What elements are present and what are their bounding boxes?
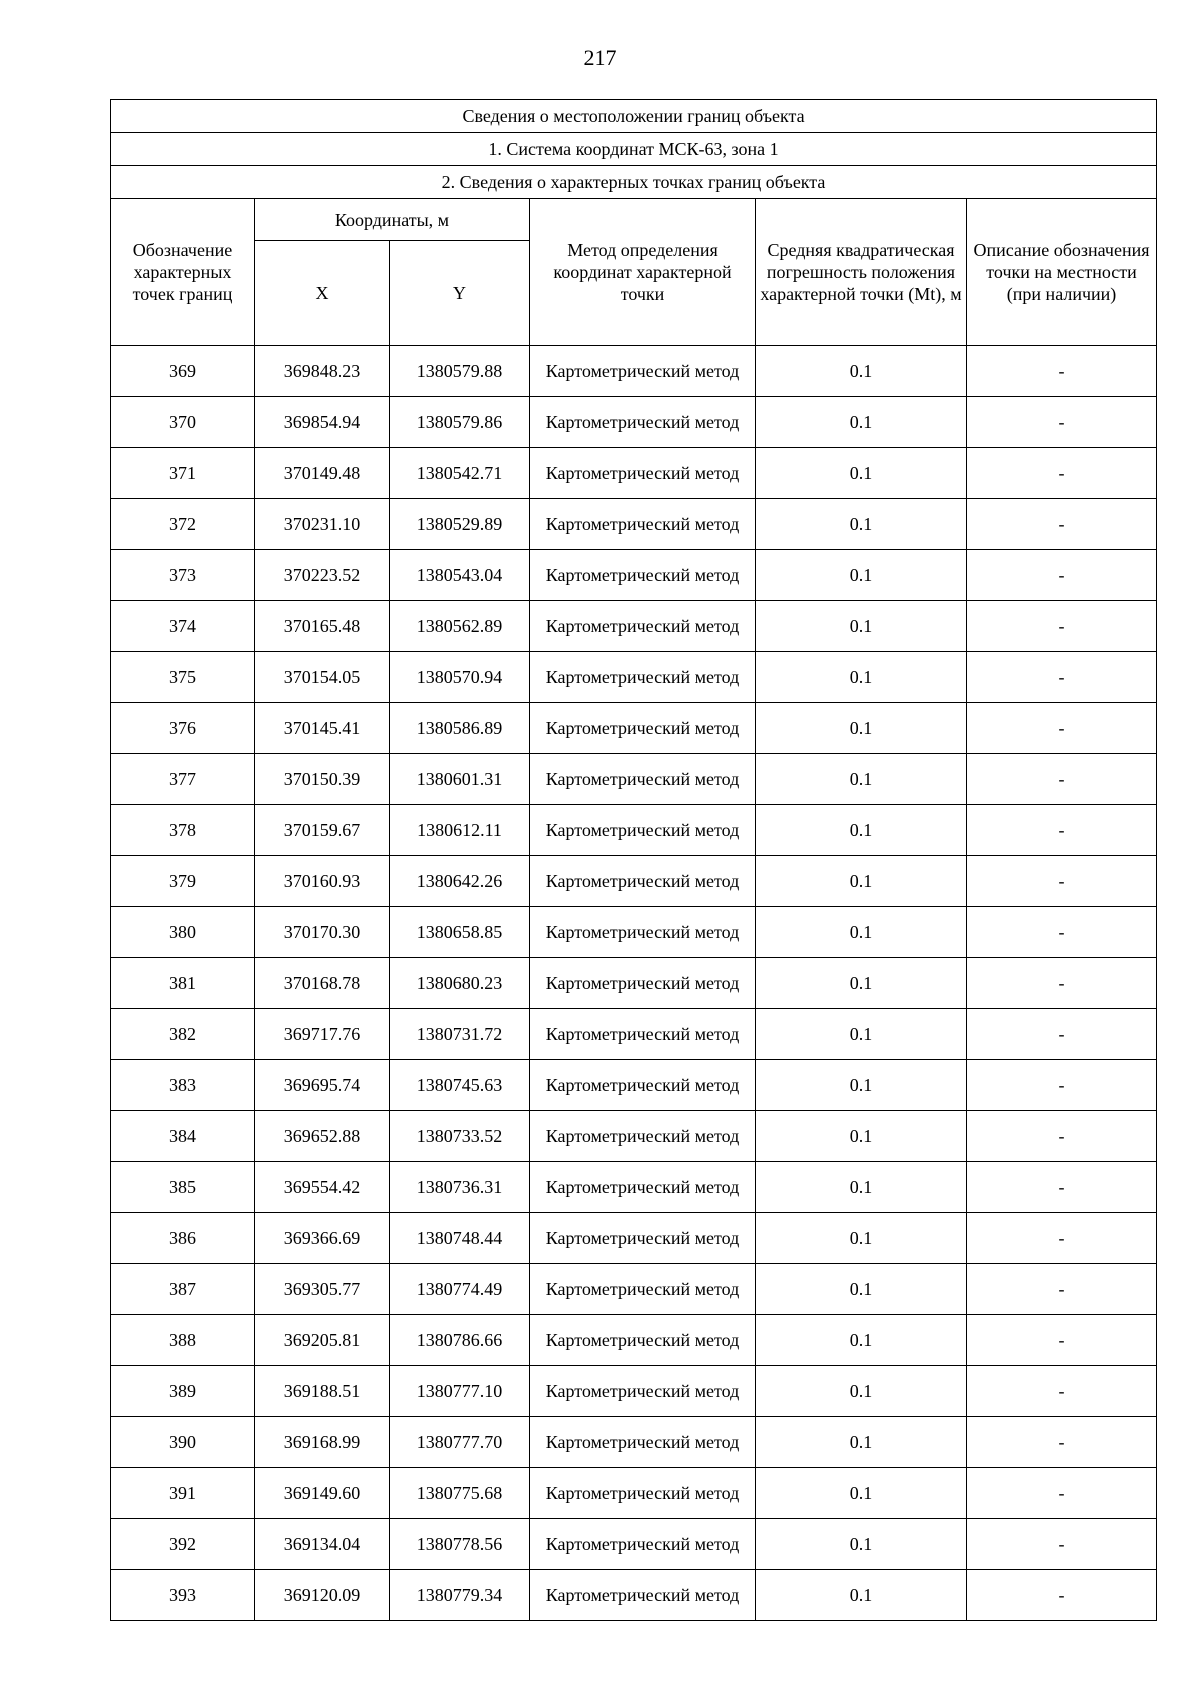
description-cell: - bbox=[967, 1468, 1157, 1519]
y-cell: 1380658.85 bbox=[390, 907, 530, 958]
table-row bbox=[111, 601, 1157, 652]
error-cell: 0.1 bbox=[756, 703, 967, 754]
error-cell: 0.1 bbox=[756, 1468, 967, 1519]
y-cell: 1380570.94 bbox=[390, 652, 530, 703]
error-cell: 0.1 bbox=[756, 448, 967, 499]
error-cell: 0.1 bbox=[756, 1417, 967, 1468]
method-cell: Картометрический метод bbox=[530, 397, 756, 448]
method-cell: Картометрический метод bbox=[530, 805, 756, 856]
description-cell: - bbox=[967, 499, 1157, 550]
table-row bbox=[111, 1417, 1157, 1468]
boundary-points-table bbox=[110, 99, 1157, 1621]
x-cell: 370150.39 bbox=[255, 754, 390, 805]
table-row bbox=[111, 499, 1157, 550]
description-cell: - bbox=[967, 907, 1157, 958]
method-cell: Картометрический метод bbox=[530, 1264, 756, 1315]
error-cell: 0.1 bbox=[756, 1162, 967, 1213]
description-cell: - bbox=[967, 1519, 1157, 1570]
description-cell: - bbox=[967, 1060, 1157, 1111]
y-cell: 1380612.11 bbox=[390, 805, 530, 856]
description-cell: - bbox=[967, 1366, 1157, 1417]
y-cell: 1380745.63 bbox=[390, 1060, 530, 1111]
method-cell: Картометрический метод bbox=[530, 856, 756, 907]
y-cell: 1380542.71 bbox=[390, 448, 530, 499]
error-cell: 0.1 bbox=[756, 1519, 967, 1570]
description-cell: - bbox=[967, 754, 1157, 805]
description-cell: - bbox=[967, 1315, 1157, 1366]
table-row bbox=[111, 1468, 1157, 1519]
point-id-cell: 383 bbox=[111, 1060, 255, 1111]
method-cell: Картометрический метод bbox=[530, 1162, 756, 1213]
table-row bbox=[111, 754, 1157, 805]
x-cell: 369149.60 bbox=[255, 1468, 390, 1519]
error-cell: 0.1 bbox=[756, 1315, 967, 1366]
method-cell: Картометрический метод bbox=[530, 1213, 756, 1264]
description-cell: - bbox=[967, 805, 1157, 856]
y-cell: 1380748.44 bbox=[390, 1213, 530, 1264]
point-id-cell: 391 bbox=[111, 1468, 255, 1519]
error-cell: 0.1 bbox=[756, 856, 967, 907]
y-cell: 1380778.56 bbox=[390, 1519, 530, 1570]
x-cell: 369134.04 bbox=[255, 1519, 390, 1570]
table-row bbox=[111, 907, 1157, 958]
header-error: Средняя квадратическая погрешность положения характерной точки (Mt), м bbox=[756, 199, 967, 346]
table-row bbox=[111, 397, 1157, 448]
point-id-cell: 386 bbox=[111, 1213, 255, 1264]
point-id-cell: 370 bbox=[111, 397, 255, 448]
y-cell: 1380777.10 bbox=[390, 1366, 530, 1417]
point-rows bbox=[111, 346, 1157, 1621]
description-cell: - bbox=[967, 1213, 1157, 1264]
method-cell: Картометрический метод bbox=[530, 1111, 756, 1162]
table-row bbox=[111, 550, 1157, 601]
page-number: 217 bbox=[583, 45, 617, 70]
point-id-cell: 372 bbox=[111, 499, 255, 550]
x-cell: 369848.23 bbox=[255, 346, 390, 397]
method-cell: Картометрический метод bbox=[530, 907, 756, 958]
description-cell: - bbox=[967, 1264, 1157, 1315]
header-coordinates: Координаты, м bbox=[255, 199, 530, 241]
method-cell: Картометрический метод bbox=[530, 1468, 756, 1519]
description-cell: - bbox=[967, 1417, 1157, 1468]
header-method: Метод определения координат характерной точки bbox=[530, 199, 756, 346]
point-id-cell: 389 bbox=[111, 1366, 255, 1417]
error-cell: 0.1 bbox=[756, 1366, 967, 1417]
y-cell: 1380779.34 bbox=[390, 1570, 530, 1621]
x-cell: 370154.05 bbox=[255, 652, 390, 703]
x-cell: 369717.76 bbox=[255, 1009, 390, 1060]
y-cell: 1380529.89 bbox=[390, 499, 530, 550]
table-row bbox=[111, 1009, 1157, 1060]
point-id-cell: 378 bbox=[111, 805, 255, 856]
table-row bbox=[111, 346, 1157, 397]
point-id-cell: 379 bbox=[111, 856, 255, 907]
y-cell: 1380562.89 bbox=[390, 601, 530, 652]
table-row bbox=[111, 703, 1157, 754]
point-id-cell: 371 bbox=[111, 448, 255, 499]
y-cell: 1380731.72 bbox=[390, 1009, 530, 1060]
error-cell: 0.1 bbox=[756, 346, 967, 397]
method-cell: Картометрический метод bbox=[530, 601, 756, 652]
description-cell: - bbox=[967, 856, 1157, 907]
x-cell: 369305.77 bbox=[255, 1264, 390, 1315]
point-id-cell: 392 bbox=[111, 1519, 255, 1570]
x-cell: 370223.52 bbox=[255, 550, 390, 601]
point-id-cell: 381 bbox=[111, 958, 255, 1009]
y-cell: 1380775.68 bbox=[390, 1468, 530, 1519]
table-row bbox=[111, 1366, 1157, 1417]
x-cell: 369366.69 bbox=[255, 1213, 390, 1264]
x-cell: 370160.93 bbox=[255, 856, 390, 907]
x-cell: 370168.78 bbox=[255, 958, 390, 1009]
method-cell: Картометрический метод bbox=[530, 1366, 756, 1417]
error-cell: 0.1 bbox=[756, 1060, 967, 1111]
method-cell: Картометрический метод bbox=[530, 346, 756, 397]
y-cell: 1380601.31 bbox=[390, 754, 530, 805]
error-cell: 0.1 bbox=[756, 958, 967, 1009]
description-cell: - bbox=[967, 601, 1157, 652]
y-cell: 1380579.86 bbox=[390, 397, 530, 448]
point-id-cell: 385 bbox=[111, 1162, 255, 1213]
y-cell: 1380736.31 bbox=[390, 1162, 530, 1213]
y-cell: 1380586.89 bbox=[390, 703, 530, 754]
table-row bbox=[111, 958, 1157, 1009]
point-id-cell: 393 bbox=[111, 1570, 255, 1621]
point-id-cell: 377 bbox=[111, 754, 255, 805]
table-row bbox=[111, 1315, 1157, 1366]
description-cell: - bbox=[967, 703, 1157, 754]
x-cell: 369652.88 bbox=[255, 1111, 390, 1162]
error-cell: 0.1 bbox=[756, 1009, 967, 1060]
x-cell: 369188.51 bbox=[255, 1366, 390, 1417]
x-cell: 369168.99 bbox=[255, 1417, 390, 1468]
method-cell: Картометрический метод bbox=[530, 958, 756, 1009]
point-id-cell: 375 bbox=[111, 652, 255, 703]
y-cell: 1380579.88 bbox=[390, 346, 530, 397]
coordinate-system: 1. Система координат МСК-63, зона 1 bbox=[111, 133, 1157, 166]
x-cell: 369120.09 bbox=[255, 1570, 390, 1621]
header-description: Описание обозначения точки на местности (при наличии) bbox=[967, 199, 1157, 346]
x-cell: 369205.81 bbox=[255, 1315, 390, 1366]
column-header-row bbox=[111, 199, 1157, 241]
header-y: Y bbox=[390, 241, 530, 346]
x-cell: 369554.42 bbox=[255, 1162, 390, 1213]
y-cell: 1380680.23 bbox=[390, 958, 530, 1009]
error-cell: 0.1 bbox=[756, 652, 967, 703]
error-cell: 0.1 bbox=[756, 1570, 967, 1621]
table-row bbox=[111, 652, 1157, 703]
method-cell: Картометрический метод bbox=[530, 1570, 756, 1621]
method-cell: Картометрический метод bbox=[530, 550, 756, 601]
method-cell: Картометрический метод bbox=[530, 499, 756, 550]
y-cell: 1380642.26 bbox=[390, 856, 530, 907]
header-x: X bbox=[255, 241, 390, 346]
y-cell: 1380543.04 bbox=[390, 550, 530, 601]
section-title: Сведения о местоположении границ объекта bbox=[111, 100, 1157, 133]
error-cell: 0.1 bbox=[756, 601, 967, 652]
point-id-cell: 388 bbox=[111, 1315, 255, 1366]
description-cell: - bbox=[967, 652, 1157, 703]
x-cell: 369854.94 bbox=[255, 397, 390, 448]
error-cell: 0.1 bbox=[756, 1264, 967, 1315]
table-row bbox=[111, 1162, 1157, 1213]
table-row bbox=[111, 448, 1157, 499]
description-cell: - bbox=[967, 397, 1157, 448]
table-row bbox=[111, 856, 1157, 907]
method-cell: Картометрический метод bbox=[530, 448, 756, 499]
method-cell: Картометрический метод bbox=[530, 1519, 756, 1570]
method-cell: Картометрический метод bbox=[530, 1315, 756, 1366]
y-cell: 1380786.66 bbox=[390, 1315, 530, 1366]
point-id-cell: 374 bbox=[111, 601, 255, 652]
description-cell: - bbox=[967, 958, 1157, 1009]
error-cell: 0.1 bbox=[756, 754, 967, 805]
y-cell: 1380777.70 bbox=[390, 1417, 530, 1468]
point-id-cell: 373 bbox=[111, 550, 255, 601]
point-id-cell: 380 bbox=[111, 907, 255, 958]
header-designation: Обозначение характерных точек границ bbox=[111, 199, 255, 346]
section-title-row bbox=[111, 100, 1157, 133]
x-cell: 370145.41 bbox=[255, 703, 390, 754]
points-section-title: 2. Сведения о характерных точках границ объекта bbox=[111, 166, 1157, 199]
point-id-cell: 387 bbox=[111, 1264, 255, 1315]
description-cell: - bbox=[967, 1009, 1157, 1060]
x-cell: 369695.74 bbox=[255, 1060, 390, 1111]
x-cell: 370149.48 bbox=[255, 448, 390, 499]
y-cell: 1380774.49 bbox=[390, 1264, 530, 1315]
error-cell: 0.1 bbox=[756, 499, 967, 550]
point-id-cell: 384 bbox=[111, 1111, 255, 1162]
method-cell: Картометрический метод bbox=[530, 1009, 756, 1060]
description-cell: - bbox=[967, 550, 1157, 601]
table-row bbox=[111, 1264, 1157, 1315]
method-cell: Картометрический метод bbox=[530, 1060, 756, 1111]
error-cell: 0.1 bbox=[756, 907, 967, 958]
table-row bbox=[111, 1519, 1157, 1570]
table-row bbox=[111, 805, 1157, 856]
error-cell: 0.1 bbox=[756, 1213, 967, 1264]
point-id-cell: 390 bbox=[111, 1417, 255, 1468]
method-cell: Картометрический метод bbox=[530, 703, 756, 754]
description-cell: - bbox=[967, 448, 1157, 499]
y-cell: 1380733.52 bbox=[390, 1111, 530, 1162]
point-id-cell: 369 bbox=[111, 346, 255, 397]
x-cell: 370159.67 bbox=[255, 805, 390, 856]
error-cell: 0.1 bbox=[756, 805, 967, 856]
method-cell: Картометрический метод bbox=[530, 754, 756, 805]
method-cell: Картометрический метод bbox=[530, 652, 756, 703]
method-cell: Картометрический метод bbox=[530, 1417, 756, 1468]
description-cell: - bbox=[967, 1162, 1157, 1213]
x-cell: 370170.30 bbox=[255, 907, 390, 958]
description-cell: - bbox=[967, 1111, 1157, 1162]
error-cell: 0.1 bbox=[756, 397, 967, 448]
table-row bbox=[111, 1570, 1157, 1621]
points-section-row bbox=[111, 166, 1157, 199]
point-id-cell: 376 bbox=[111, 703, 255, 754]
description-cell: - bbox=[967, 1570, 1157, 1621]
table-row bbox=[111, 1213, 1157, 1264]
description-cell: - bbox=[967, 346, 1157, 397]
table-row bbox=[111, 1111, 1157, 1162]
x-cell: 370231.10 bbox=[255, 499, 390, 550]
coordinate-system-row bbox=[111, 133, 1157, 166]
table-row bbox=[111, 1060, 1157, 1111]
error-cell: 0.1 bbox=[756, 1111, 967, 1162]
error-cell: 0.1 bbox=[756, 550, 967, 601]
point-id-cell: 382 bbox=[111, 1009, 255, 1060]
x-cell: 370165.48 bbox=[255, 601, 390, 652]
